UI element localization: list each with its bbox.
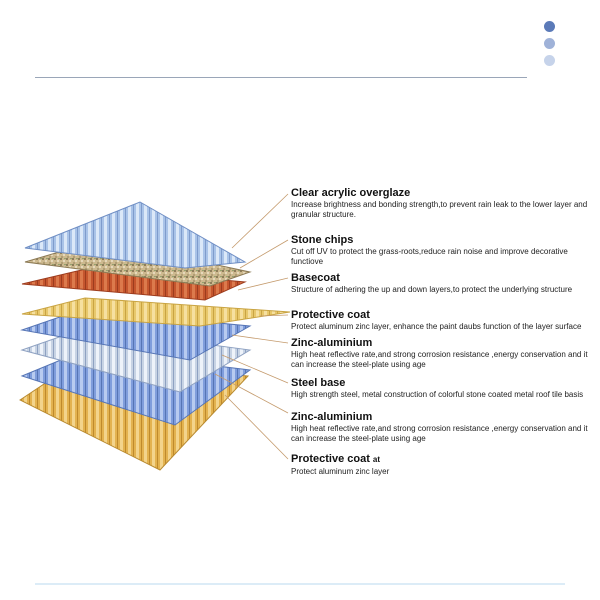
leader-line-1 [232,194,288,248]
layer-label-zinc-aluminium-2 [291,411,591,444]
layer-description: High heat reflective rate,and strong corrosion resistance ,energy conservation and it can increase the steel-plate using age [291,424,588,443]
layer-title: Zinc-aluminium [291,411,373,423]
layer-title: Zinc-aluminium [291,337,373,349]
layer-title-row [291,453,591,466]
layer-label-protective-coat [291,309,591,332]
footer-divider [35,583,565,585]
leader-line-3 [238,278,288,290]
layer-label-zinc-aluminium [291,337,591,370]
layer-title: Clear acrylic overglaze [291,187,411,199]
layer-description: Protect aluminum zinc layer, enhance the paint daubs function of the layer surface [291,322,582,331]
layer-description: High heat reflective rate,and strong corrosion resistance ,energy conservation and it can increase the steel-plate using age [291,350,588,369]
layer-label-clear-acrylic-overglaze [291,187,591,220]
layer-label-protective-coat-2 [291,453,591,477]
leader-line-8 [225,395,288,459]
layer-title: Stone chips [291,234,354,246]
layer-title-suffix: at [372,455,380,464]
leader-line-5 [232,335,288,343]
layer-description: Structure of adhering the up and down layers,to protect the underlying structure [291,285,573,294]
leader-line-2 [240,240,288,268]
layer-title: Protective coat [291,453,370,465]
layer-description: Increase brightness and bonding strength,to prevent rain leak to the lower layer and granular structure. [291,200,588,219]
layer-title: Protective coat [291,309,370,321]
layer-description: Protect aluminum zinc layer [291,467,390,476]
layer-label-basecoat [291,272,591,295]
layer-description: Cut off UV to protect the grass-roots,reduce rain noise and improve decorative functiove [291,247,568,266]
layer-label-steel-base [291,377,591,400]
layer-label-stone-chips [291,234,591,267]
layer-description: High strength steel, metal construction of colorful stone coated metal roof tile basis [291,390,584,399]
layer-title: Steel base [291,377,346,389]
layer-title: Basecoat [291,272,340,284]
